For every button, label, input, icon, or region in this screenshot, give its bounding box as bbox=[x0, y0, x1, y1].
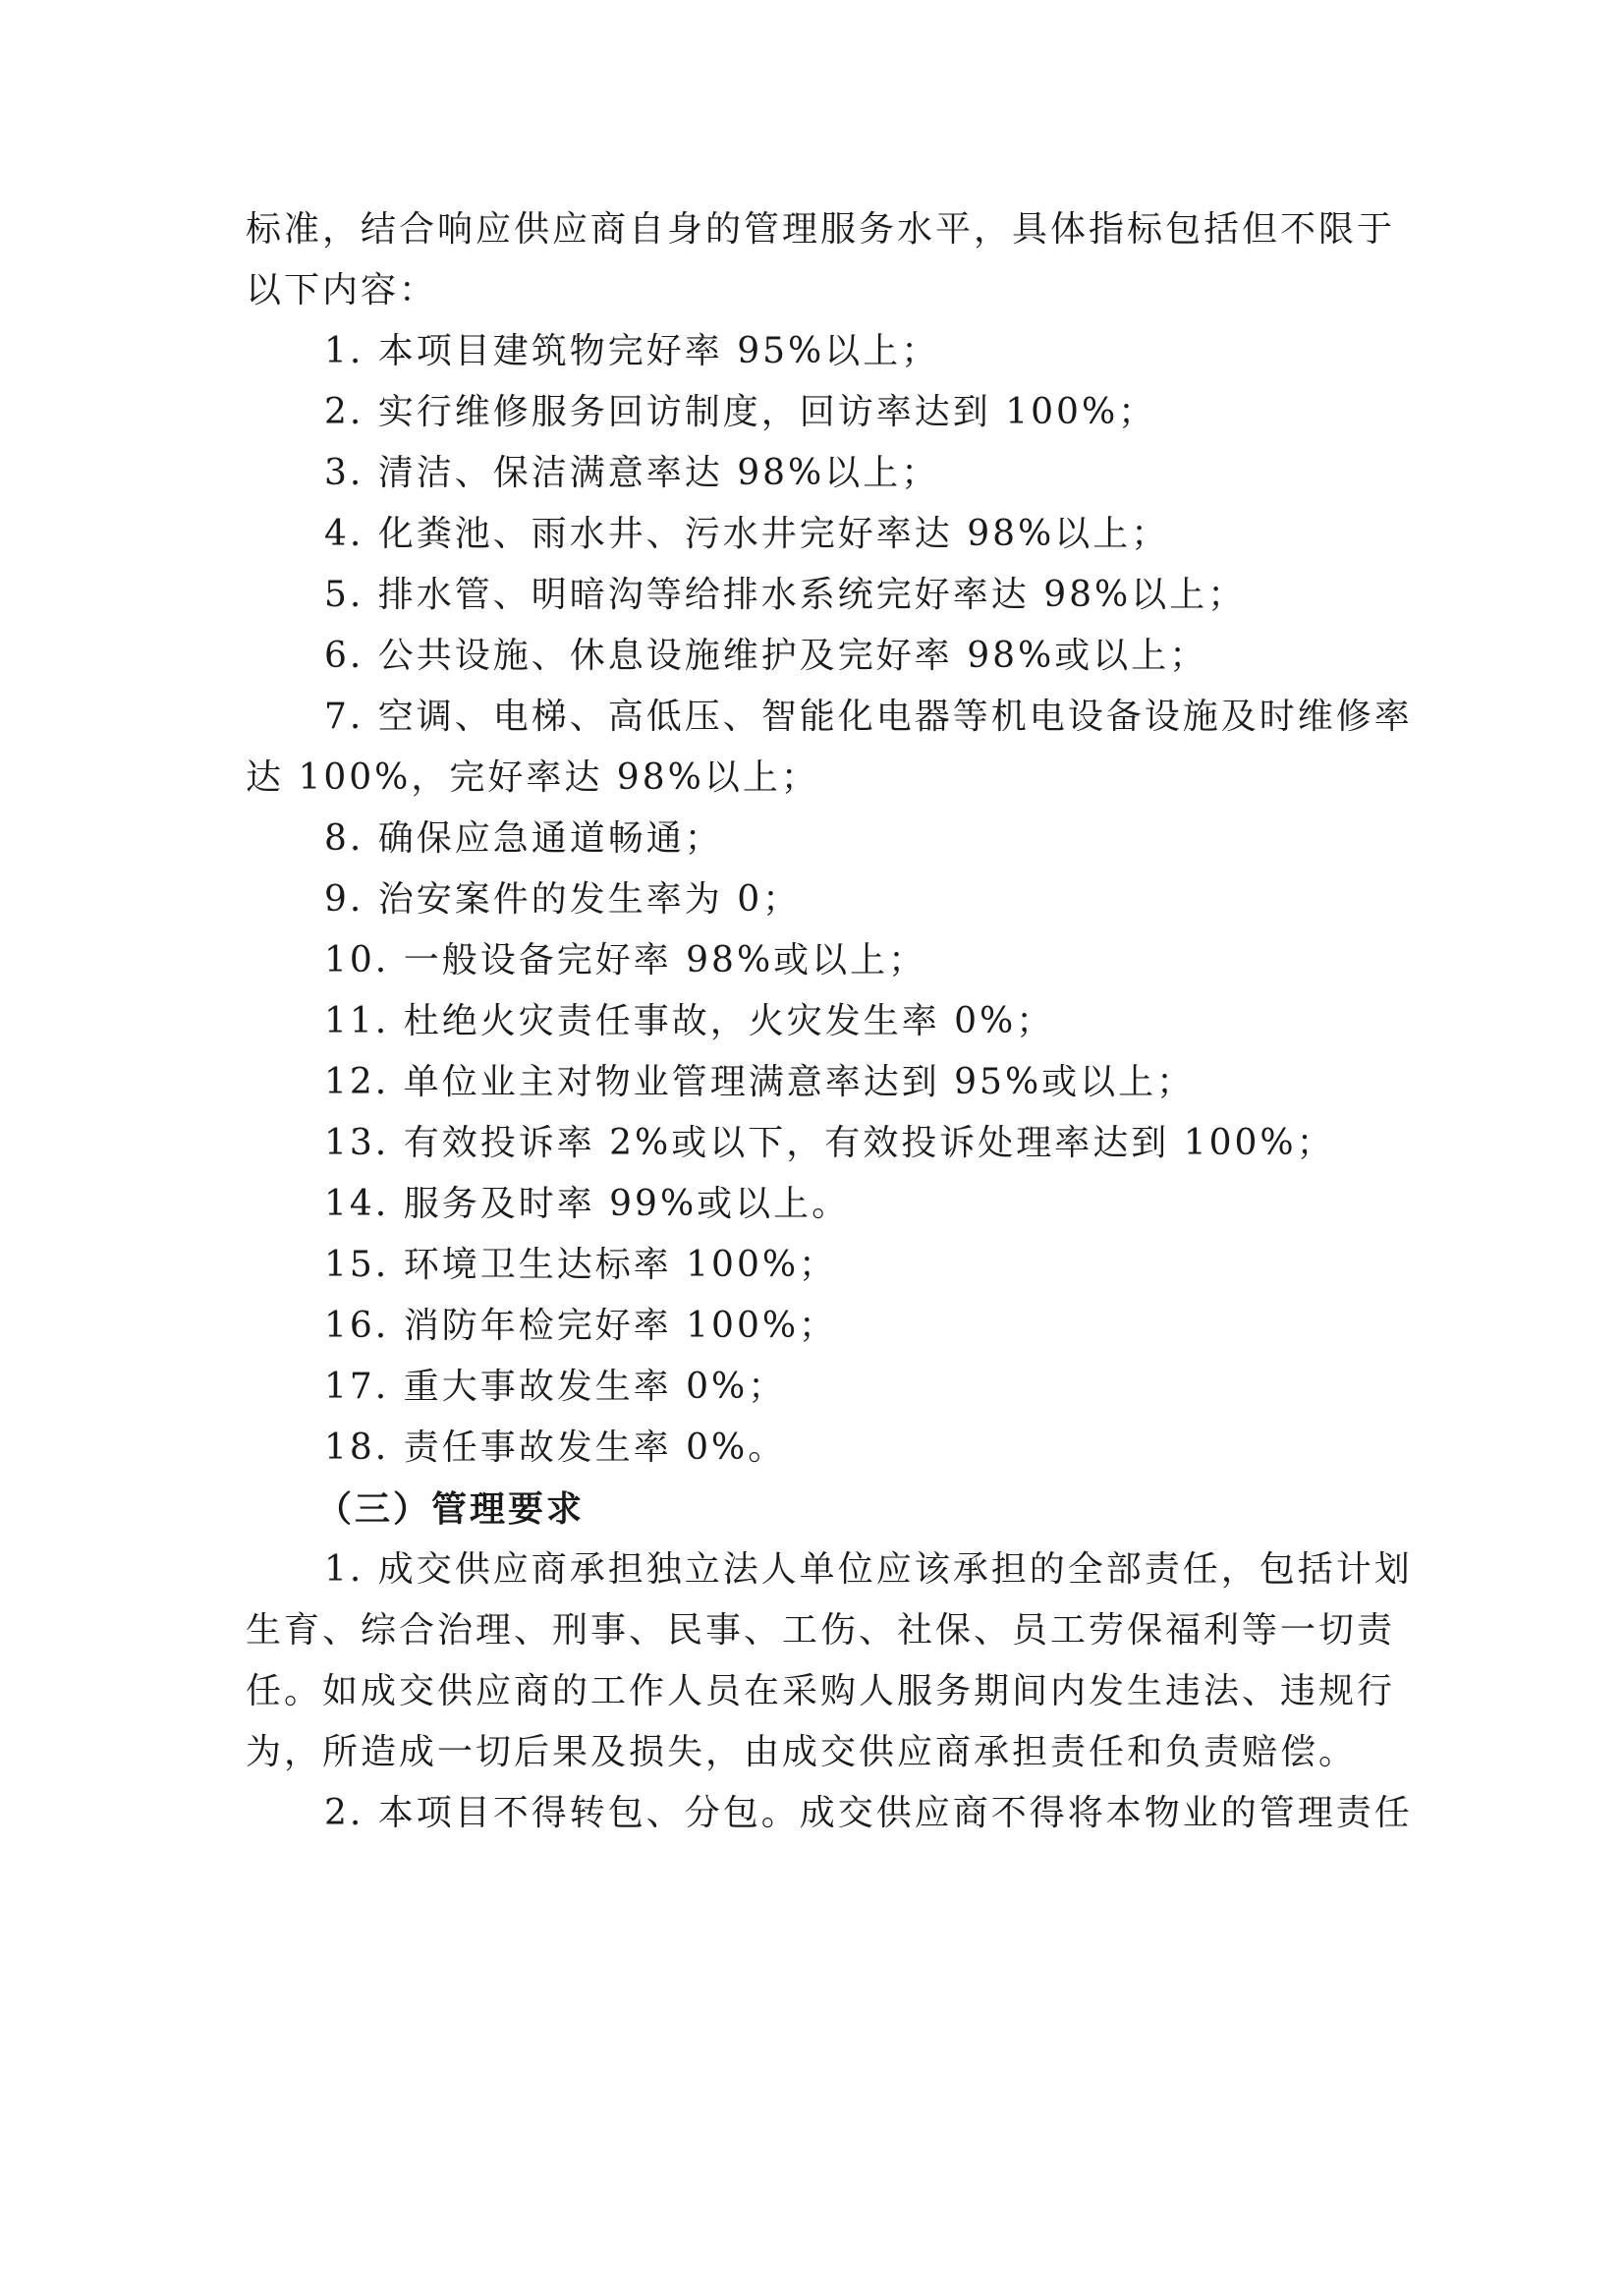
section-heading: （三）管理要求 bbox=[316, 1488, 586, 1530]
indicator-item-6: 6. 公共设施、休息设施维护及完好率 98%或以上； bbox=[324, 636, 1208, 676]
indicator-item-17: 17. 重大事故发生率 0%； bbox=[324, 1367, 787, 1407]
indicator-item-7: 7. 空调、电梯、高低压、智能化电器等机电设备设施及时维修率 bbox=[324, 697, 1413, 737]
indicator-item-3: 3. 清洁、保洁满意率达 98%以上； bbox=[324, 453, 940, 493]
management-line-3: 任。如成交供应商的工作人员在采购人服务期间内发生违法、违规行 bbox=[246, 1671, 1396, 1711]
indicator-item-15: 15. 环境卫生达标率 100%； bbox=[324, 1245, 838, 1285]
indicator-item-13: 13. 有效投诉率 2%或以下，有效投诉处理率达到 100%； bbox=[324, 1123, 1335, 1163]
indicator-item-10: 10. 一般设备完好率 98%或以上； bbox=[324, 940, 927, 980]
management-line-5: 2. 本项目不得转包、分包。成交供应商不得将本物业的管理责任 bbox=[324, 1793, 1413, 1833]
indicator-item-18: 18. 责任事故发生率 0%。 bbox=[324, 1427, 787, 1468]
management-line-2: 生育、综合治理、刑事、民事、工伤、社保、员工劳保福利等一切责 bbox=[246, 1610, 1396, 1651]
indicator-item-12: 12. 单位业主对物业管理满意率达到 95%或以上； bbox=[324, 1062, 1196, 1102]
indicator-item-1: 1. 本项目建筑物完好率 95%以上； bbox=[324, 331, 940, 371]
indicator-item-2: 2. 实行维修服务回访制度，回访率达到 100%； bbox=[324, 392, 1157, 432]
indicator-item-5: 5. 排水管、明暗沟等给排水系统完好率达 98%以上； bbox=[324, 575, 1247, 615]
indicator-item-14: 14. 服务及时率 99%或以上。 bbox=[324, 1184, 851, 1224]
document-page bbox=[246, 199, 1413, 1844]
indicator-item-4: 4. 化粪池、雨水井、污水井完好率达 98%以上； bbox=[324, 514, 1170, 554]
intro-line-1: 标准，结合响应供应商自身的管理服务水平，具体指标包括但不限于 bbox=[246, 209, 1396, 250]
indicator-item-11: 11. 杜绝火灾责任事故，火灾发生率 0%； bbox=[324, 1001, 1055, 1041]
indicator-item-9: 9. 治安案件的发生率为 0； bbox=[324, 879, 802, 920]
intro-line-2: 以下内容： bbox=[246, 270, 438, 310]
indicator-item-8: 8. 确保应急通道畅通； bbox=[324, 818, 723, 859]
management-line-1: 1. 成交供应商承担独立法人单位应该承担的全部责任，包括计划 bbox=[324, 1549, 1413, 1590]
indicator-item-7-continued: 达 100%，完好率达 98%以上； bbox=[246, 757, 819, 798]
indicator-item-16: 16. 消防年检完好率 100%； bbox=[324, 1306, 838, 1346]
management-line-4: 为，所造成一切后果及损失，由成交供应商承担责任和负责赔偿。 bbox=[246, 1732, 1358, 1772]
